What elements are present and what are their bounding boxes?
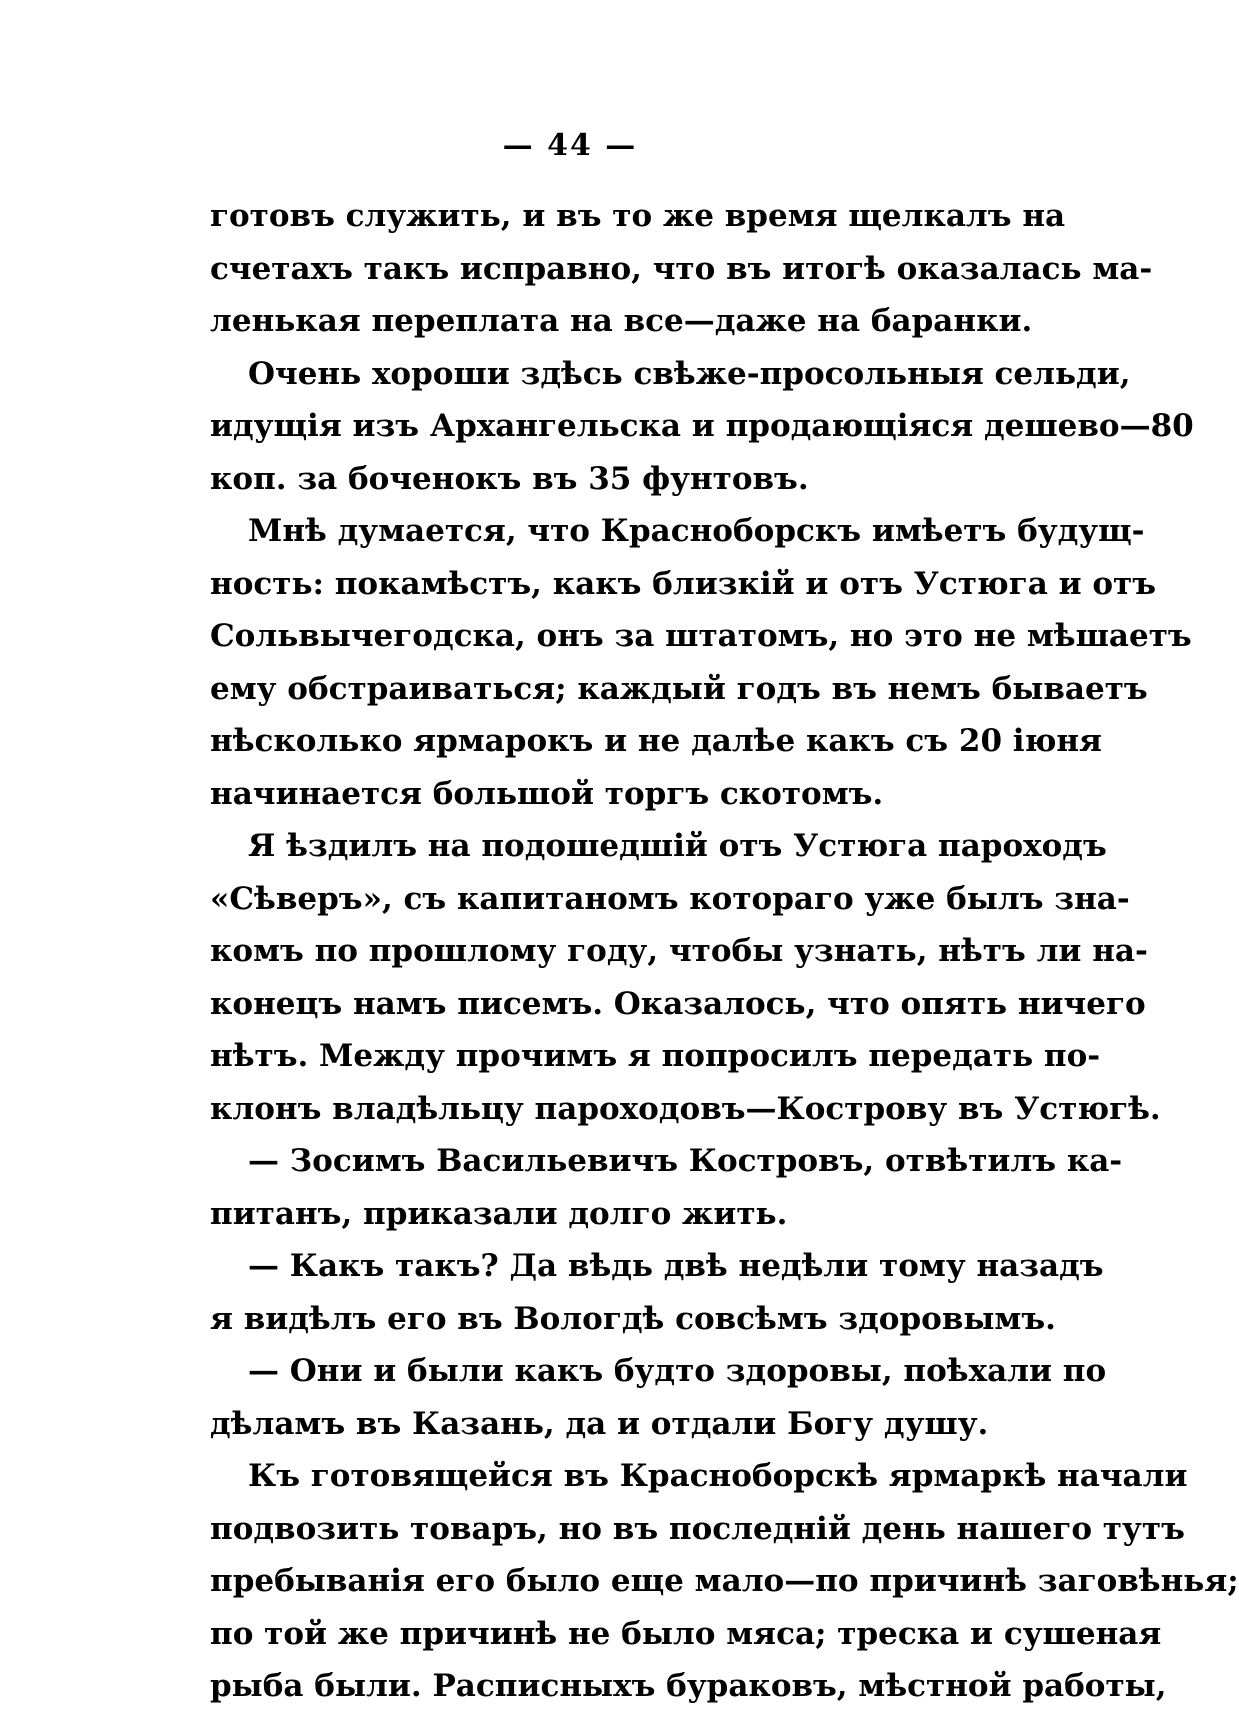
text-line: Очень хороши здѣсь свѣже-просольныя сельди, [248,355,1131,392]
text-line: конецъ намъ писемъ. Оказалось, что опять ничего [210,985,1146,1022]
text-line: нѣсколько ярмарокъ и не далѣе какъ съ 20 іюня [210,723,1102,759]
text-line: я видѣлъ его въ Вологдѣ совсѣмъ здоровымъ. [210,1300,1056,1337]
text-line: пребыванія его было еще мало—по причинѣ заговѣнья; [210,1563,1239,1599]
text-line: — Они и были какъ будто здоровы, поѣхали по [248,1353,1107,1389]
text-line: питанъ, приказали долго жить. [210,1195,788,1232]
text-line: ность: покамѣстъ, какъ близкій и отъ Устюга и отъ [210,565,1157,602]
text-line: комъ по прошлому году, чтобы узнать, нѣтъ ли на- [210,933,1148,969]
text-line: подвозить товаръ, но въ последній день нашего тутъ [210,1510,1185,1547]
text-line: по той же причинѣ не было мяса; треска и сушеная [210,1615,1162,1652]
text-line: идущія изъ Архангельска и продающіяся дешево—80 [210,408,1194,444]
text-line: готовъ служить, и въ то же время щелкалъ на [210,198,1066,234]
text-line: ленькая переплата на все—даже на баранки. [210,303,1033,339]
text-line: нѣтъ. Между прочимъ я попросилъ передать по- [210,1038,1101,1074]
text-line: Къ готовящейся въ Красноборскѣ ярмаркѣ начали [248,1458,1188,1494]
text-line: Мнѣ думается, что Красноборскъ имѣетъ будущ- [248,513,1145,549]
text-line: коп. за боченокъ въ 35 фунтовъ. [210,460,809,497]
body-text [210,190,1239,1713]
text-line: «Сѣверъ», съ капитаномъ котораго уже былъ зна- [210,880,1130,917]
text-line: клонъ владѣльцу пароходовъ—Кострову въ Устюгѣ. [210,1090,1161,1127]
text-line: рыба были. Расписныхъ бураковъ, мѣстной работы, [210,1668,1167,1704]
text-line: — Какъ такъ? Да вѣдь двѣ недѣли тому назадъ [248,1248,1104,1284]
text-line: счетахъ такъ исправно, что въ итогѣ оказалась ма- [210,250,1153,287]
text-line: ему обстраиваться; каждый годъ въ немъ бываетъ [210,670,1148,707]
page-number: — 44 — [502,128,638,163]
text-line: Я ѣздилъ на подошедшій отъ Устюга пароходъ [248,828,1107,864]
text-line: начинается большой торгъ скотомъ. [210,775,884,812]
text-line: Сольвычегодска, онъ за штатомъ, но это не мѣшаетъ [210,618,1192,654]
text-line: — Зосимъ Васильевичъ Костровъ, отвѣтилъ ка- [248,1143,1123,1179]
text-line: дѣламъ въ Казань, да и отдали Богу душу. [210,1405,989,1442]
